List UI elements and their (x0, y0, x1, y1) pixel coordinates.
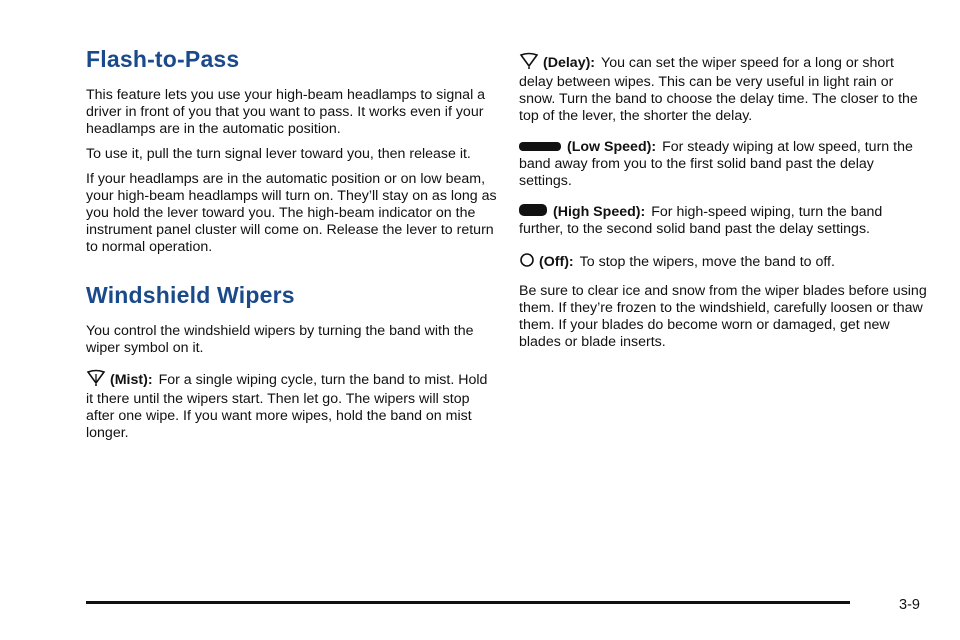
flash-to-pass-paragraph-2: To use it, pull the turn signal lever toward you, then release it. (86, 146, 471, 162)
wiper-care-paragraph: Be sure to clear ice and snow from the wiper blades before using them. If they’re frozen to the windshield, carefully loosen or thaw them. If your blades do become worn or damaged, get new blades or blade inserts. (519, 283, 927, 350)
low-speed-setting-paragraph (519, 139, 929, 190)
high-speed-description: For high-speed wiping, turn the band further, to the second solid band past the delay settings. (519, 204, 883, 237)
right-column (519, 40, 929, 359)
off-label: (Off): (539, 254, 574, 270)
page-number: 3-9 (899, 597, 920, 613)
footer-rule (86, 601, 850, 604)
flash-to-pass-paragraph-3: If your headlamps are in the automatic position or on low beam, your high-beam headlamps will turn on. They’ll stay on as long as you hold the lever toward you. The high-beam indicator on the instrument panel cluster will come on. Release the lever to return to normal operation. (86, 171, 497, 255)
low-speed-description: For steady wiping at low speed, turn the band away from you to the first solid band past the delay settings. (519, 139, 913, 189)
flash-to-pass-heading: Flash-to-Pass (86, 46, 240, 72)
flash-to-pass-paragraph-1: This feature lets you use your high-beam headlamps to signal a driver in front of you that you want to pass. It works even if your headlamps are in the automatic position. (86, 87, 486, 137)
delay-setting-paragraph (519, 52, 929, 125)
off-circle-icon (519, 252, 535, 273)
delay-label: (Delay): (543, 55, 596, 71)
off-description: To stop the wipers, move the band to off. (579, 254, 835, 270)
low-speed-band-icon (519, 142, 561, 151)
high-speed-setting-paragraph (519, 204, 929, 238)
mist-description: For a single wiping cycle, turn the band to mist. Hold it there until the wipers start. Then let go. The wipers will stop after one wipe. If you want more wipes, hold the band on mist longer. (86, 372, 488, 441)
windshield-wipers-intro: You control the windshield wipers by turning the band with the wiper symbol on it. (86, 323, 474, 356)
delay-wiper-icon (519, 52, 539, 74)
left-column (86, 40, 498, 450)
mist-label: (Mist): (110, 372, 153, 388)
mist-wiper-icon (86, 369, 106, 391)
windshield-wipers-heading: Windshield Wipers (86, 282, 295, 308)
mist-setting-paragraph (86, 369, 498, 442)
high-speed-band-icon (519, 204, 547, 216)
high-speed-label: (High Speed): (553, 204, 646, 220)
off-setting-paragraph (519, 252, 929, 273)
low-speed-label: (Low Speed): (567, 139, 657, 155)
delay-description: You can set the wiper speed for a long or short delay between wipes. This can be very useful in light rain or snow. Turn the band to choose the delay time. The closer to the top of the lever, the shorter the delay. (519, 55, 918, 124)
